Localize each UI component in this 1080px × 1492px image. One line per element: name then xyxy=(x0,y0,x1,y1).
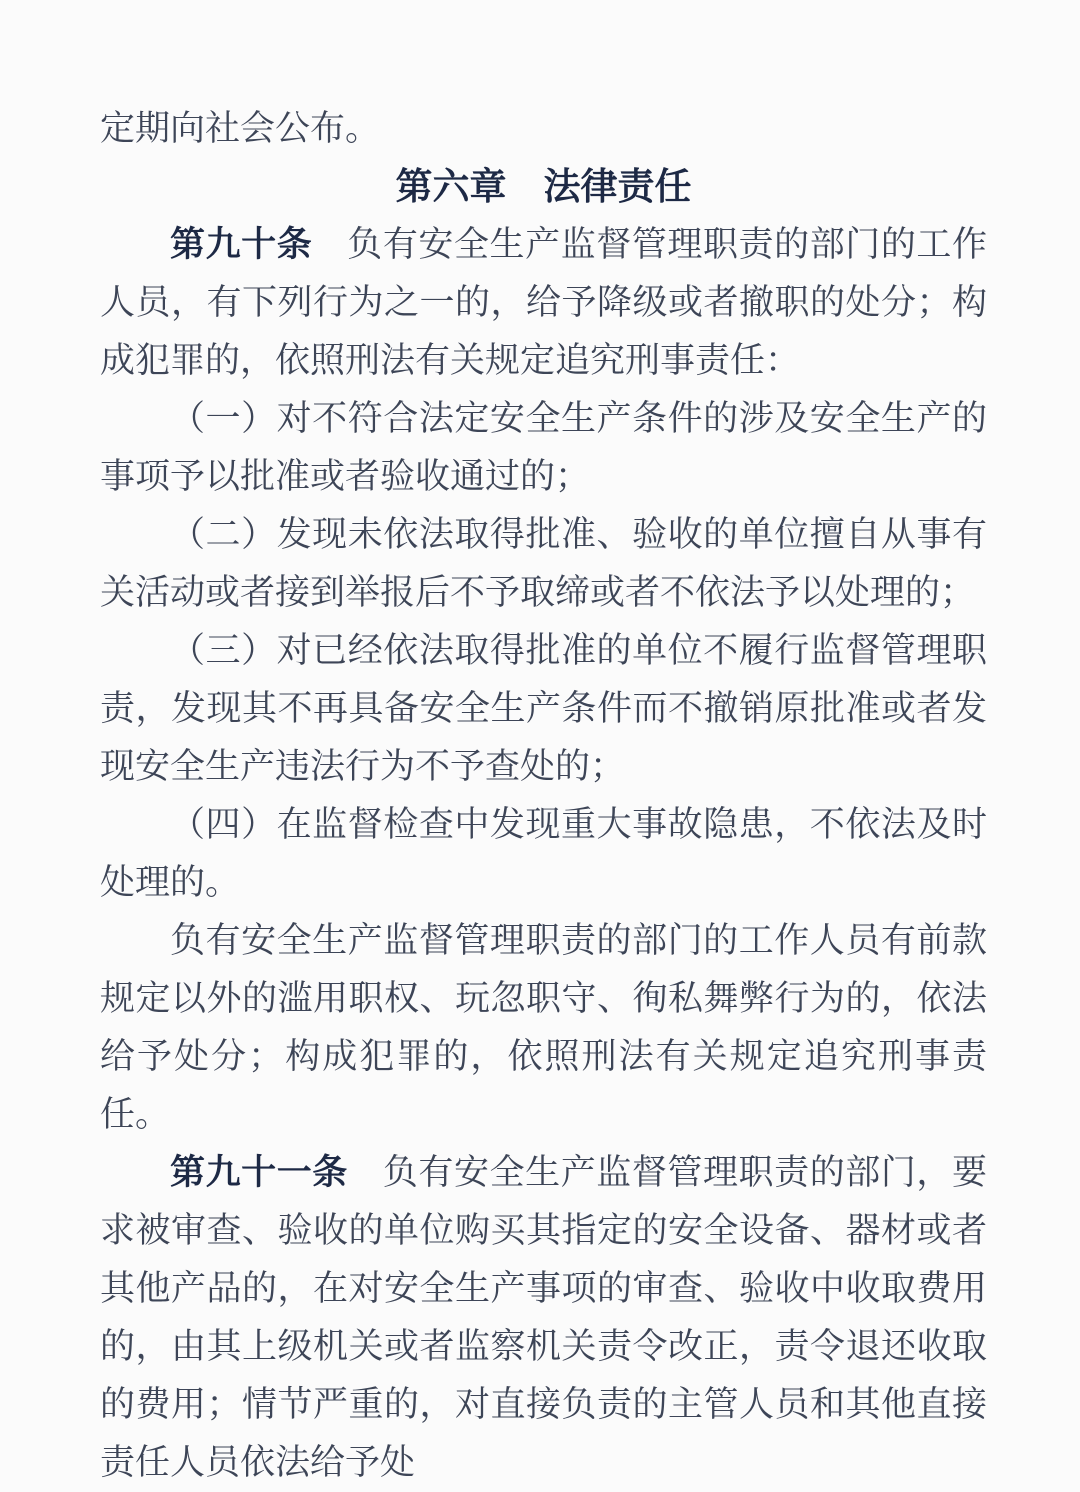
paragraph-text: （四）在监督检查中发现重大事故隐患，不依法及时处理的。 xyxy=(100,805,987,902)
article-91-paragraph xyxy=(100,1144,987,1492)
article-90-second-paragraph xyxy=(100,912,987,1144)
article-90-number: 第九十条 xyxy=(170,225,313,264)
paragraph-text: 负有安全生产监督管理职责的部门的工作人员，有下列行为之一的，给予降级或者撤职的处分；构成犯罪的，依照刑法有关规定追究刑事责任： xyxy=(100,225,987,380)
chapter-heading xyxy=(100,158,987,216)
paragraph-text: 负有安全生产监督管理职责的部门的工作人员有前款规定以外的滥用职权、玩忽职守、徇私舞弊行为的，依法给予处分；构成犯罪的，依照刑法有关规定追究刑事责任。 xyxy=(100,921,987,1134)
chapter-number: 第六章 xyxy=(395,166,507,207)
article-91-number: 第九十一条 xyxy=(170,1153,348,1192)
item-3-paragraph xyxy=(100,622,987,796)
article-90-paragraph xyxy=(100,216,987,390)
paragraph-text: （三）对已经依法取得批准的单位不履行监督管理职责，发现其不再具备安全生产条件而不撤销原批准或者发现安全生产违法行为不予查处的； xyxy=(100,631,987,786)
item-2-paragraph xyxy=(100,506,987,622)
paragraph-text: （二）发现未依法取得批准、验收的单位擅自从事有关活动或者接到举报后不予取缔或者不依法予以处理的； xyxy=(100,515,987,612)
paragraph-text: （一）对不符合法定安全生产条件的涉及安全生产的事项予以批准或者验收通过的； xyxy=(100,399,987,496)
item-1-paragraph xyxy=(100,390,987,506)
item-4-paragraph xyxy=(100,796,987,912)
chapter-title: 法律责任 xyxy=(543,166,692,207)
continuation-paragraph: 定期向社会公布。 xyxy=(100,109,381,148)
paragraph-text: 负有安全生产监督管理职责的部门，要求被审查、验收的单位购买其指定的安全设备、器材或者其他产品的，在对安全生产事项的审查、验收中收取费用的，由其上级机关或者监察机关责令改正，责令退还收取的费用；情节严重的，对直接负责的主管人员和其他直接责任人员依法给予处 xyxy=(100,1153,987,1482)
